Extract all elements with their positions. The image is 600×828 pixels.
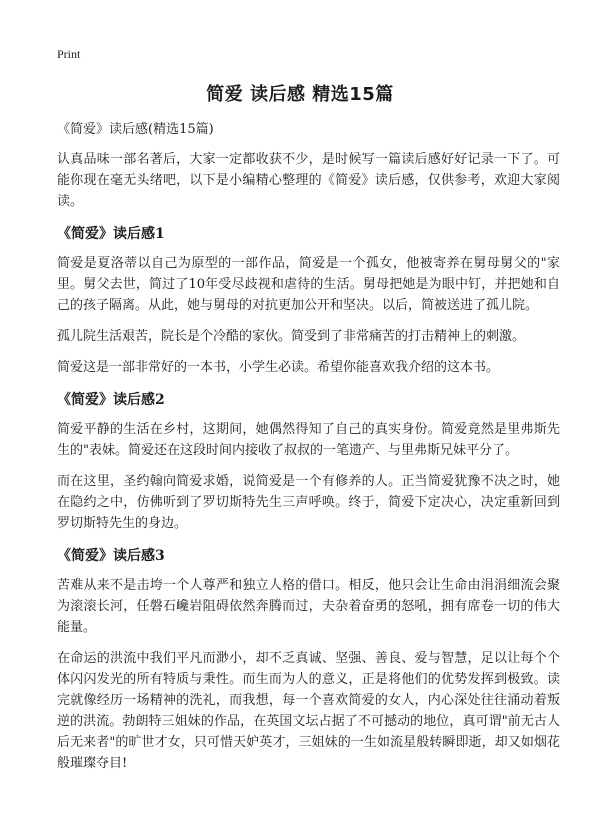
section-heading: 《简爱》读后感1 (57, 226, 165, 242)
section-heading: 《简爱》读后感2 (57, 392, 165, 408)
print-link[interactable]: Print (57, 47, 81, 61)
page-title: 简爱 读后感 精选15篇 (206, 84, 394, 105)
document-body (57, 120, 560, 784)
section-paragraph: 孤儿院生活艰苦，院长是个冷酷的家伙。简受到了非常痛苦的打击精神上的刺激。 (57, 329, 526, 344)
section-paragraph: 而在这里，圣约翰向简爱求婚，说简爱是一个有修养的人。正当简爱犹豫不决之时，她在隐约之中，仿佛听到了罗切斯特先生三声呼唤。终于，简爱下定决心，决定重新回到罗切斯特先生的身边。 (57, 474, 560, 531)
section-paragraph: 在命运的洪流中我们平凡而渺小，却不乏真诚、坚强、善良、爱与智慧，足以让每个个体闪闪发光的所有特质与秉性。而生而为人的意义，正是将他们的优势发挥到极致。读完就像经历一场精神的洗礼，而我想，每一个喜欢简爱的女人，内心深处往往涌动着叛逆的洪流。勃朗特三姐妹的作品，在英国文坛占据了不可撼动的地位，真可谓"前无古人后无来者"的旷世才女，只可惜天妒英才，三姐妹的一生如流星般转瞬即逝，却又如烟花般璀璨夺目! (57, 651, 560, 771)
document-subtitle: 《简爱》读后感(精选15篇) (57, 122, 214, 137)
section-paragraph: 简爱平静的生活在乡村，这期间，她偶然得知了自己的真实身份。简爱竟然是里弗斯先生的"表妹。简爱还在这段时间内接收了叔叔的一笔遗产、与里弗斯兄妹平分了。 (57, 422, 560, 458)
intro-paragraph: 认真品味一部名著后，大家一定都收获不少，是时候写一篇读后感好好记录一下了。可能你现在毫无头绪吧，以下是小编精心整理的《简爱》读后感，仅供参考，欢迎大家阅读。 (57, 152, 560, 209)
section-paragraph: 简爱是夏洛蒂以自己为原型的一部作品，简爱是一个孤女，他被寄养在舅母舅父的"家里。舅父去世，简过了10年受尽歧视和虐待的生活。舅母把她是为眼中钉，并把她和自己的孩子隔离。从此，她与舅母的对抗更加公开和坚决。以后，简被送进了孤儿院。 (57, 256, 560, 313)
section-heading: 《简爱》读后感3 (57, 548, 165, 564)
section-paragraph: 简爱这是一部非常好的一本书，小学生必读。希望你能喜欢我介绍的这本书。 (57, 360, 500, 375)
section-paragraph: 苦难从来不是击垮一个人尊严和独立人格的借口。相反，他只会让生命由涓涓细流会聚为滚滚长河，任磐石巉岩阻碍依然奔腾而过，夫杂着奋勇的怒吼，拥有席卷一切的伟大能量。 (57, 578, 560, 635)
